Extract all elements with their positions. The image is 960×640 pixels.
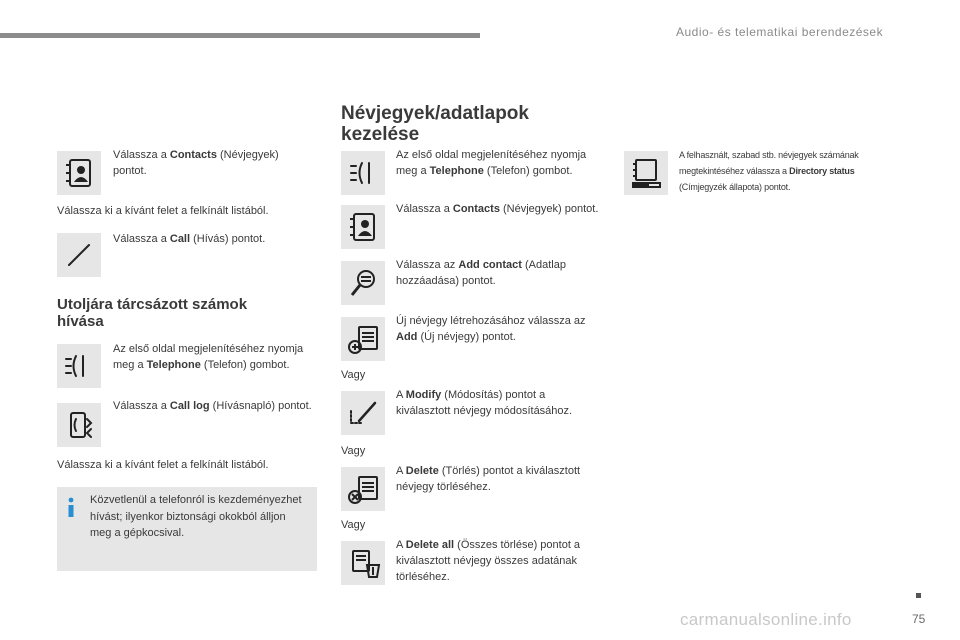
call-icon [57, 233, 101, 277]
delete-all-icon [341, 541, 385, 585]
middle-contacts-text: Válassza a Contacts (Névjegyek) pontot. [396, 203, 599, 215]
add-contact-icon [341, 261, 385, 305]
modify-icon [341, 391, 385, 435]
footer-square [916, 593, 921, 598]
left-choose-contact-text-2: Válassza ki a kívánt felet a felkínált listából. [57, 459, 269, 471]
header-bar [0, 33, 480, 38]
contacts-icon [57, 151, 101, 195]
call-log-icon [57, 403, 101, 447]
section-heading-contacts-management: Névjegyek/adatlapok kezelése [341, 103, 529, 145]
middle-delete-all-text: A Delete all (Összes törlése) pontot a kiválasztott névjegy összes adatának törléséhez. [396, 539, 581, 583]
info-text: Közvetlenül a telefonról is kezdeményezhet hívást; ilyenkor biztonsági okokból álljon meg a gépkocsival. [90, 494, 302, 539]
info-box [57, 487, 317, 571]
page-header-title: Audio- és telematikai berendezések [676, 25, 884, 39]
watermark-text: carmanualsonline.info [680, 610, 852, 629]
contacts-icon-2 [341, 205, 385, 249]
directory-status-icon [624, 151, 668, 195]
left-call-text: Válassza a Call (Hívás) pontot. [113, 233, 266, 245]
telephone-icon-2 [341, 151, 385, 195]
middle-telephone-text: Az első oldal megjelenítéséhez nyomja meg a Telephone (Telefon) gombot. [396, 149, 587, 177]
right-directory-status-text: A felhasznált, szabad stb. névjegyek számának megtekintéséhez válassza a Directory status (Címjegyzék állapota) pontot. [679, 150, 859, 192]
middle-delete-text: A Delete (Törlés) pontot a kiválasztott névjegy törléséhez. [396, 465, 581, 493]
info-icon [65, 497, 77, 519]
delete-icon [341, 467, 385, 511]
middle-add-text: Új névjegy létrehozásához válassza az Add (Új névjegy) pontot. [396, 315, 586, 343]
or-label-2: Vagy [341, 445, 366, 457]
or-label-1: Vagy [341, 369, 366, 381]
left-choose-contact-text: Válassza ki a kívánt felet a felkínált listából. [57, 205, 269, 217]
left-telephone-text: Az első oldal megjelenítéséhez nyomja meg a Telephone (Telefon) gombot. [113, 343, 304, 371]
or-label-3: Vagy [341, 519, 366, 531]
left-calllog-text: Válassza a Call log (Hívásnapló) pontot. [113, 400, 312, 412]
telephone-icon [57, 344, 101, 388]
middle-add-contact-text: Válassza az Add contact (Adatlap hozzáadása) pontot. [396, 259, 566, 287]
left-contacts-text: Válassza a Contacts (Névjegyek) pontot. [113, 149, 279, 177]
add-icon [341, 317, 385, 361]
page-number: 75 [912, 612, 926, 626]
section-heading-recent-calls: Utoljára tárcsázott számok hívása [57, 296, 248, 330]
middle-modify-text: A Modify (Módosítás) pontot a kiválasztott névjegy módosításához. [396, 389, 573, 417]
